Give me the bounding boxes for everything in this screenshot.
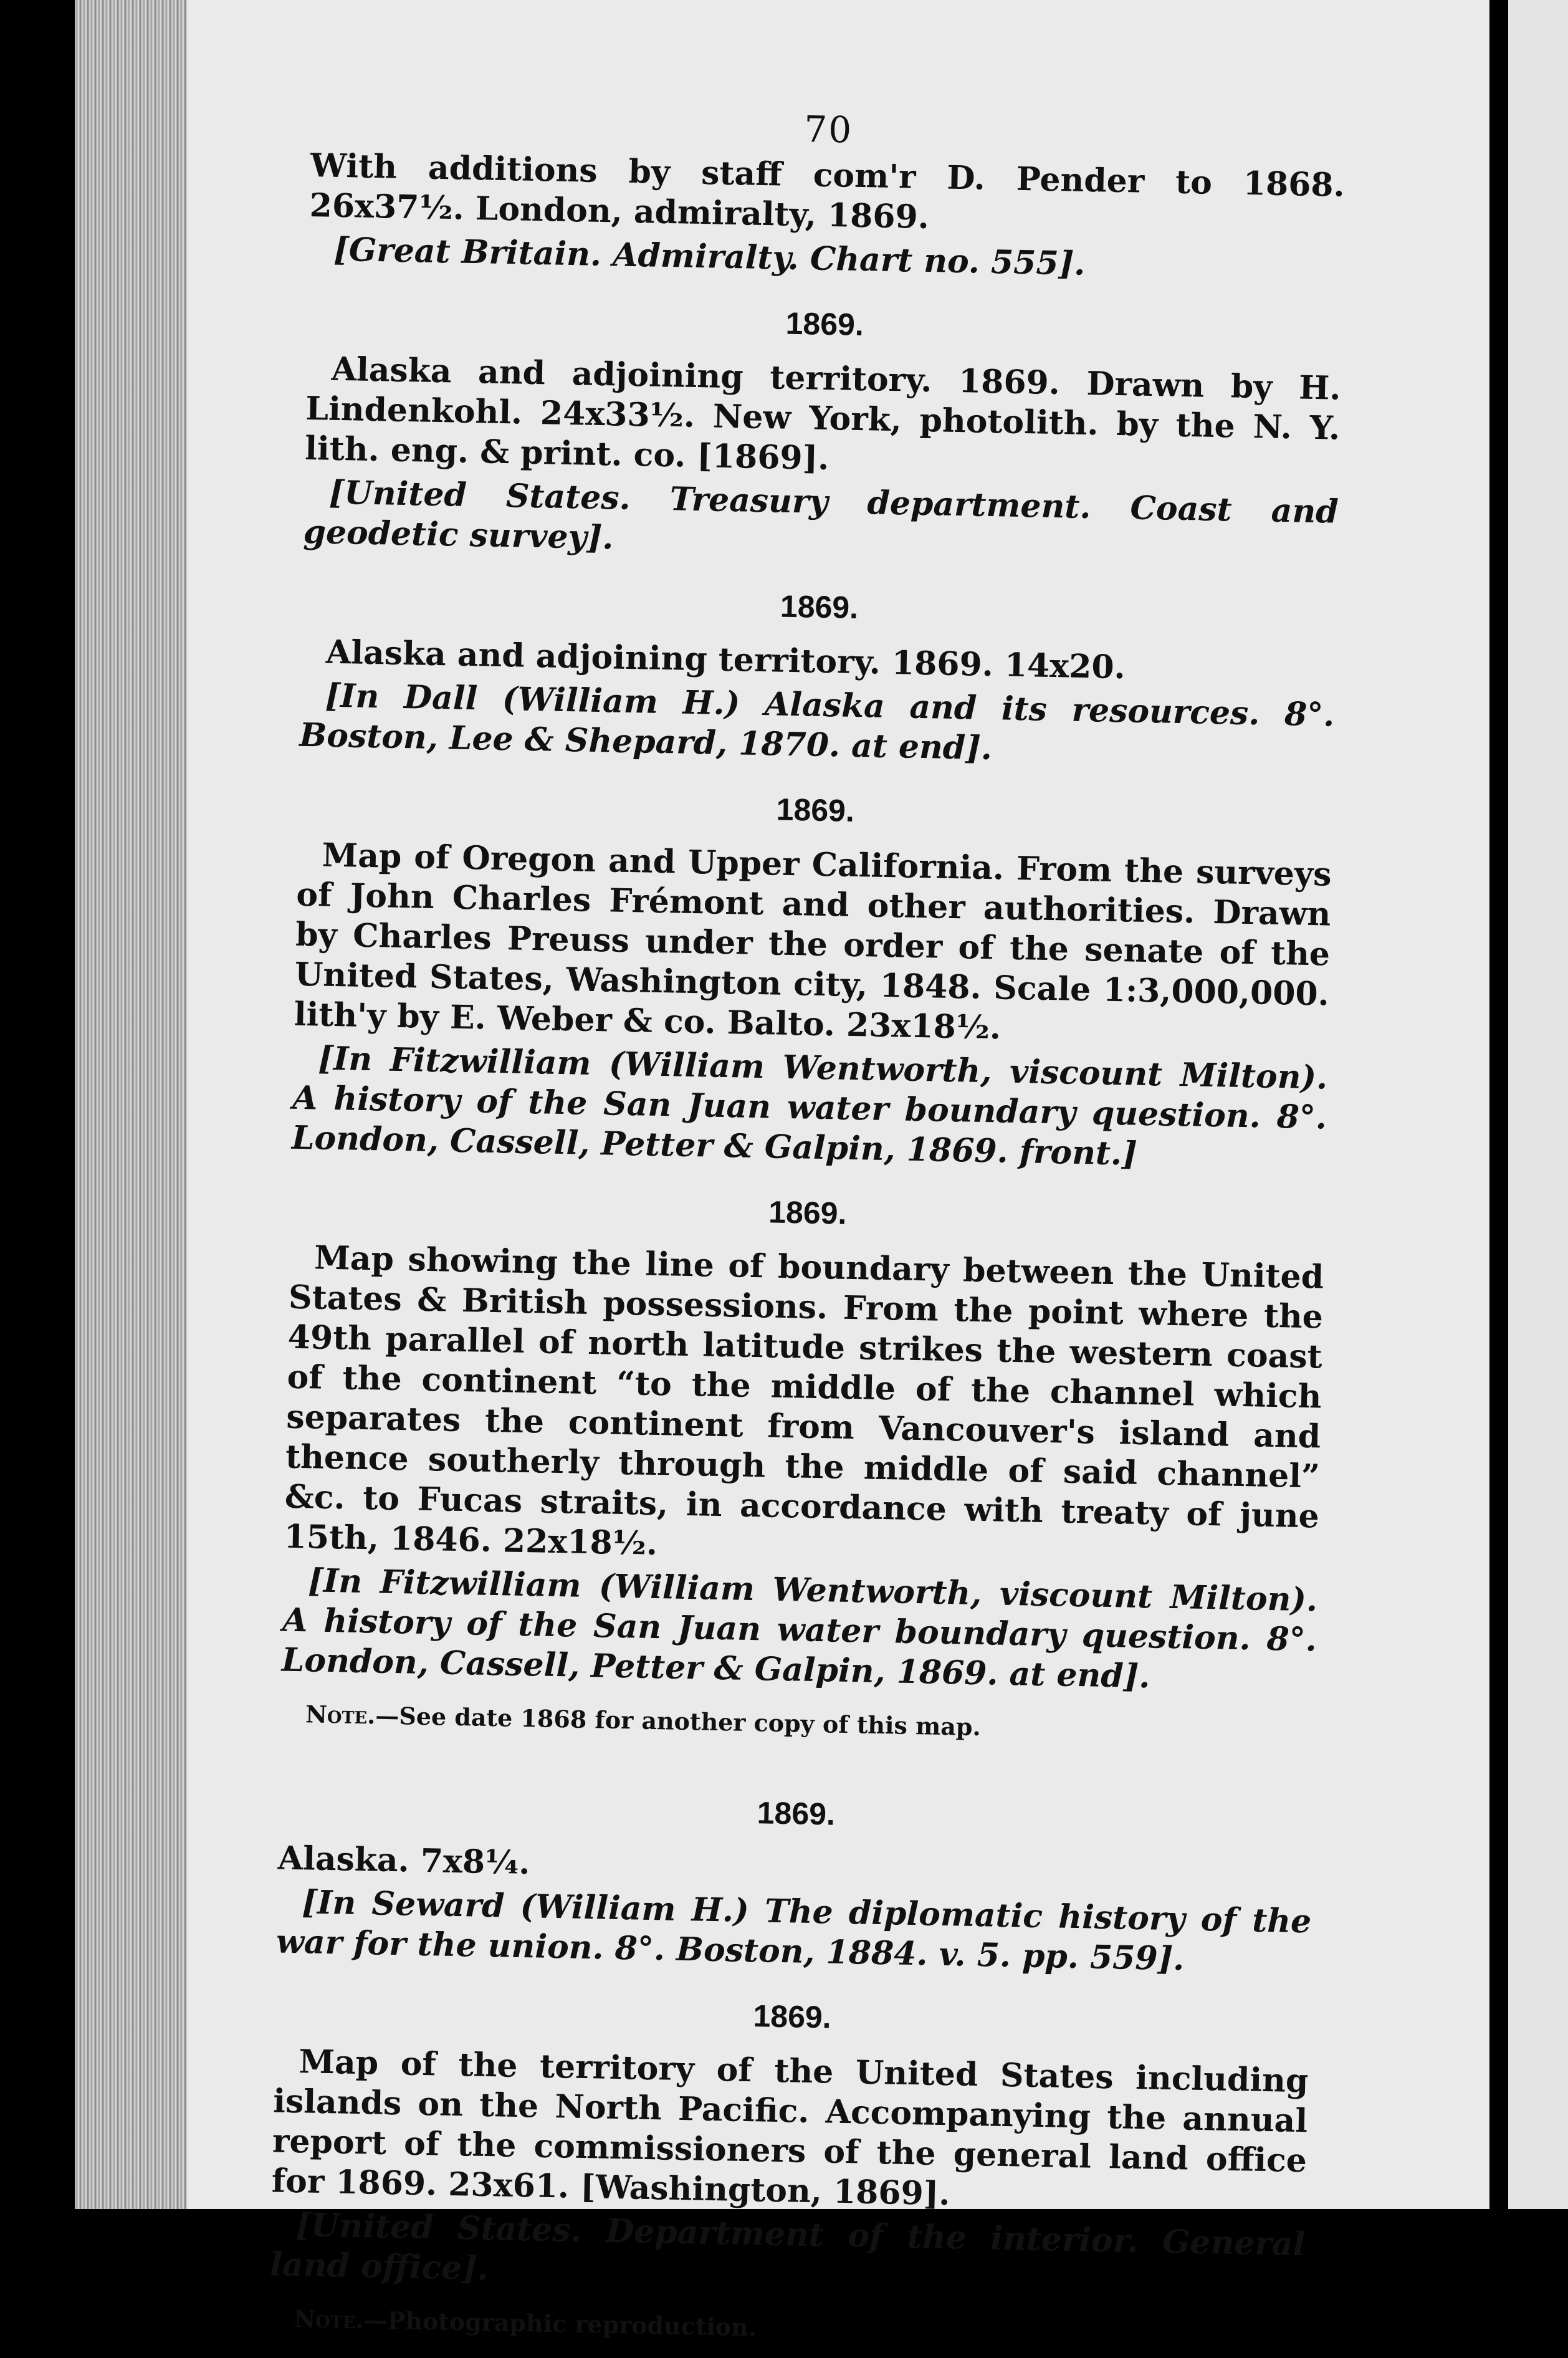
entry-text: Map of Oregon and Upper California. From the surveys of John Charles Frémont and other authorities. Drawn by Charles Preuss under the order of the senate of the United States, Washington city, 1848. Scale 1:3,000,000. lith'y by E. Weber & co. Balto. 23x18½. xyxy=(294,836,1332,1047)
note-text: —Photographic reproduction. xyxy=(363,2306,757,2342)
entry-reference: [United States. Department of the interior. General land office]. xyxy=(269,2206,1306,2288)
entry-year: 1869. xyxy=(757,1795,836,1832)
book-page xyxy=(187,0,1489,2342)
note-label: Note. xyxy=(294,2304,365,2334)
page-number: 70 xyxy=(803,108,853,151)
entry-year: 1869. xyxy=(753,1998,832,2035)
entry-reference: [United States. Treasury department. Coast and geodetic survey]. xyxy=(303,473,1339,557)
entry-year: 1869. xyxy=(768,1194,847,1231)
entry-text: Alaska and adjoining territory. 1869. Drawn by H. Lindenkohl. 24x33½. New York, photolith. by the N. Y. lith. eng. & print. co. [1869]. xyxy=(304,350,1341,478)
entry-text: Alaska and adjoining territory. 1869. 14x20. xyxy=(325,633,1126,687)
entry-reference: [In Seward (William H.) The diplomatic history of the war for the union. 8°. Boston, 1884. v. 5. pp. 559]. xyxy=(275,1883,1312,1978)
continuation-reference: [Great Britain. Admiralty. Chart no. 555]. xyxy=(333,230,1086,283)
page-content xyxy=(269,100,1346,2358)
entry-reference: [In Fitzwilliam (William Wentworth, viscount Milton). A history of the San Juan water boundary question. 8°. London, Cassell, Petter & Galpin, 1869. at end]. xyxy=(281,1561,1318,1696)
entry-text: Map of the territory of the United States including islands on the North Pacific. Accompanying the annual report of the commissioners of the general land office for 1869. 23x61. [Washington, 1869]. xyxy=(271,2043,1309,2213)
entry-year: 1869. xyxy=(785,305,864,343)
note-label: Note. xyxy=(305,1700,376,1730)
entry-text: Alaska. 7x8¼. xyxy=(277,1839,531,1882)
entry-reference: [In Dall (William H.) Alaska and its resources. 8°. Boston, Lee & Shepard, 1870. at end]. xyxy=(299,676,1335,768)
book-page-edges xyxy=(75,0,193,2209)
entry-text: Map showing the line of boundary between the United States & British possessions. From the point where the 49th parallel of north latitude strikes the western coast of the continent “to the middle of the channel which separates the continent from Vancouver's island and thence southerly through the middle of said channel” &c. to Fucas straits, in accordance with treaty of june 15th, 1846. 22x18½. xyxy=(284,1239,1324,1563)
entry-year: 1869. xyxy=(780,588,859,625)
entry-note xyxy=(294,2299,1304,2358)
entry-year: 1869. xyxy=(776,792,855,828)
entry-reference: [In Fitzwilliam (William Wentworth, viscount Milton). A history of the San Juan water boundary question. 8°. London, Cassell, Petter & Galpin, 1869. front.] xyxy=(291,1039,1328,1173)
continuation-text: With additions by staff com'r D. Pender to 1868. 26x37½. London, admiralty, 1869. xyxy=(309,146,1346,237)
note-text: —See date 1868 for another copy of this map. xyxy=(375,1701,982,1742)
facing-page-edge xyxy=(1508,0,1568,2209)
